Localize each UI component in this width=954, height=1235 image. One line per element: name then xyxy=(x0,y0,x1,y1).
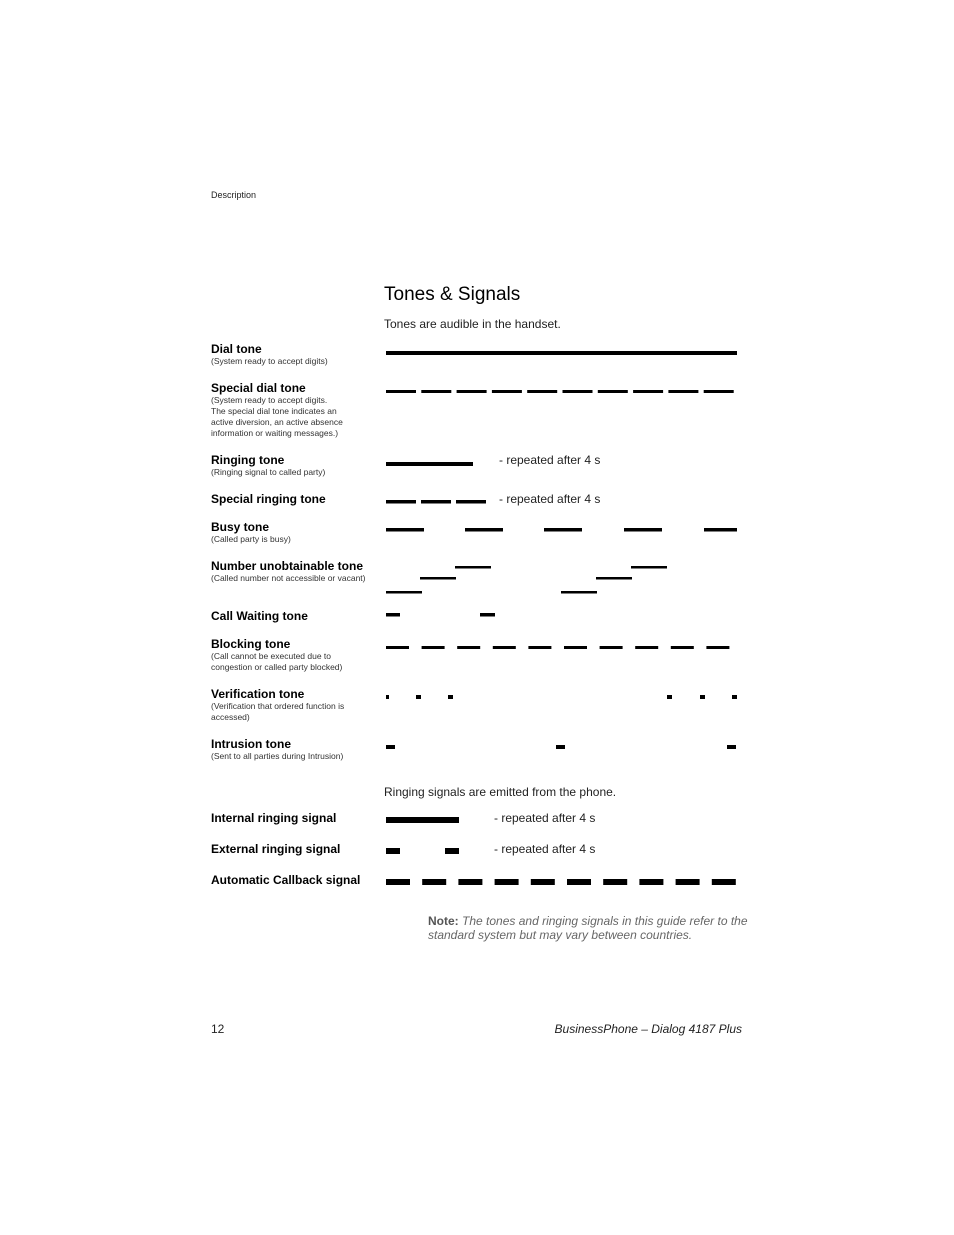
busy-tone-bar xyxy=(386,528,424,532)
callback-signal-bar xyxy=(676,879,700,885)
verification-tone-bar xyxy=(667,695,672,699)
tone-desc: (Called number not accessible or vacant) xyxy=(211,573,366,583)
signal-label-callback xyxy=(211,873,383,887)
busy-tone-bar xyxy=(544,528,582,532)
tone-name: Number unobtainable tone xyxy=(211,559,364,573)
unobtainable-tone-bar xyxy=(420,577,456,580)
blocking-tone-bar xyxy=(528,646,551,649)
unobtainable-tone-bar xyxy=(386,591,422,594)
tone-label-call-waiting xyxy=(211,609,381,623)
special-dial-tone-bar xyxy=(527,390,557,393)
verification-tone-bar xyxy=(416,695,421,699)
signal-name: Internal ringing signal xyxy=(211,811,337,825)
callback-signal-bar xyxy=(603,879,627,885)
special-ringing-tone-bar xyxy=(421,500,451,504)
special-ringing-tone-bar xyxy=(456,500,486,504)
tone-desc: (Sent to all parties during Intrusion) xyxy=(211,751,344,761)
blocking-tone-bar xyxy=(457,646,480,649)
signal-label-internal xyxy=(211,811,383,825)
signal-name: Automatic Callback signal xyxy=(211,873,361,887)
tone-label-blocking xyxy=(211,637,381,673)
verification-tone-bar xyxy=(448,695,453,699)
footer-product: BusinessPhone – Dialog 4187 Plus xyxy=(554,1022,742,1036)
tone-label-verification xyxy=(211,687,381,723)
external-repeat-note: - repeated after 4 s xyxy=(494,842,596,856)
tone-label-special-ringing xyxy=(211,492,381,506)
tone-label-special-dial xyxy=(211,381,381,439)
verification-tone-bar xyxy=(386,695,389,699)
special-ringing-tone-bar xyxy=(386,500,416,504)
tone-desc: (System ready to accept digits. The special dial tone indicates an active diversion, an active absence information or waiting messages.) xyxy=(211,395,343,438)
blocking-tone-bar xyxy=(600,646,623,649)
unobtainable-tone-bar xyxy=(561,591,597,594)
tones-intro: Tones are audible in the handset. xyxy=(384,317,561,331)
callback-signal-bar xyxy=(712,879,736,885)
special-ringing-repeat-note: - repeated after 4 s xyxy=(499,492,601,506)
note-text: The tones and ringing signals in this guide refer to the standard system but may vary between countries. xyxy=(428,914,748,942)
signal-name: External ringing signal xyxy=(211,842,341,856)
busy-tone-bar xyxy=(465,528,503,532)
callback-signal-bar xyxy=(386,879,410,885)
unobtainable-tone-bar xyxy=(455,566,491,569)
tone-desc: (Verification that ordered function is accessed) xyxy=(211,701,345,722)
tone-label-intrusion xyxy=(211,737,381,762)
ringing-tone-bar xyxy=(386,462,473,466)
tone-name: Intrusion tone xyxy=(211,737,291,751)
blocking-tone-bar xyxy=(422,646,445,649)
special-dial-tone-bar xyxy=(457,390,487,393)
special-dial-tone-bar xyxy=(492,390,522,393)
section-header: Description xyxy=(211,190,257,200)
tone-name: Special ringing tone xyxy=(211,492,326,506)
note-label: Note: xyxy=(428,914,459,928)
tone-name: Call Waiting tone xyxy=(211,609,308,623)
tone-name: Verification tone xyxy=(211,687,305,701)
special-dial-tone-bar xyxy=(704,390,734,393)
page-title: Tones & Signals xyxy=(384,284,521,305)
tone-desc: (System ready to accept digits) xyxy=(211,356,328,366)
call-waiting-tone-bar xyxy=(480,613,495,617)
call-waiting-tone-bar xyxy=(386,613,400,617)
busy-tone-bar xyxy=(624,528,662,532)
blocking-tone-bar xyxy=(635,646,658,649)
dial-tone-bar xyxy=(386,351,737,355)
tone-desc: (Ringing signal to called party) xyxy=(211,467,326,477)
callback-signal-bar xyxy=(422,879,446,885)
tone-label-busy xyxy=(211,520,381,545)
callback-signal-bar xyxy=(567,879,591,885)
page-number: 12 xyxy=(211,1022,225,1036)
blocking-tone-bar xyxy=(706,646,729,649)
internal-ringing-bar xyxy=(386,817,459,823)
external-ringing-bar xyxy=(445,848,459,854)
intrusion-tone-bar xyxy=(386,745,395,749)
callback-signal-bar xyxy=(531,879,555,885)
external-ringing-bar xyxy=(386,848,400,854)
unobtainable-tone-bar xyxy=(596,577,632,580)
tone-desc: (Called party is busy) xyxy=(211,534,291,544)
intrusion-tone-bar xyxy=(556,745,565,749)
ringing-repeat-note: - repeated after 4 s xyxy=(499,453,601,467)
verification-tone-bar xyxy=(732,695,737,699)
tone-label-dial xyxy=(211,342,381,367)
tone-name: Busy tone xyxy=(211,520,270,534)
tone-name: Ringing tone xyxy=(211,453,285,467)
special-dial-tone-bar xyxy=(421,390,451,393)
special-dial-tone-bar xyxy=(633,390,663,393)
busy-tone-bar xyxy=(704,528,737,532)
callback-signal-bar xyxy=(458,879,482,885)
blocking-tone-bar xyxy=(493,646,516,649)
signal-label-external xyxy=(211,842,383,856)
special-dial-tone-bar xyxy=(386,390,416,393)
internal-repeat-note: - repeated after 4 s xyxy=(494,811,596,825)
blocking-tone-bar xyxy=(671,646,694,649)
special-dial-tone-bar xyxy=(598,390,628,393)
tone-label-number-unobtainable xyxy=(211,559,383,584)
note xyxy=(428,914,748,942)
callback-signal-bar xyxy=(495,879,519,885)
special-dial-tone-bar xyxy=(563,390,593,393)
tone-name: Special dial tone xyxy=(211,381,306,395)
tone-name: Blocking tone xyxy=(211,637,291,651)
blocking-tone-bar xyxy=(386,646,409,649)
tone-label-ringing xyxy=(211,453,381,478)
signals-intro: Ringing signals are emitted from the phone. xyxy=(384,785,617,799)
special-dial-tone-bar xyxy=(668,390,698,393)
unobtainable-tone-bar xyxy=(631,566,667,569)
tone-name: Dial tone xyxy=(211,342,262,356)
tone-desc: (Call cannot be executed due to congestion or called party blocked) xyxy=(211,651,343,672)
blocking-tone-bar xyxy=(564,646,587,649)
verification-tone-bar xyxy=(700,695,705,699)
callback-signal-bar xyxy=(639,879,663,885)
intrusion-tone-bar xyxy=(727,745,736,749)
